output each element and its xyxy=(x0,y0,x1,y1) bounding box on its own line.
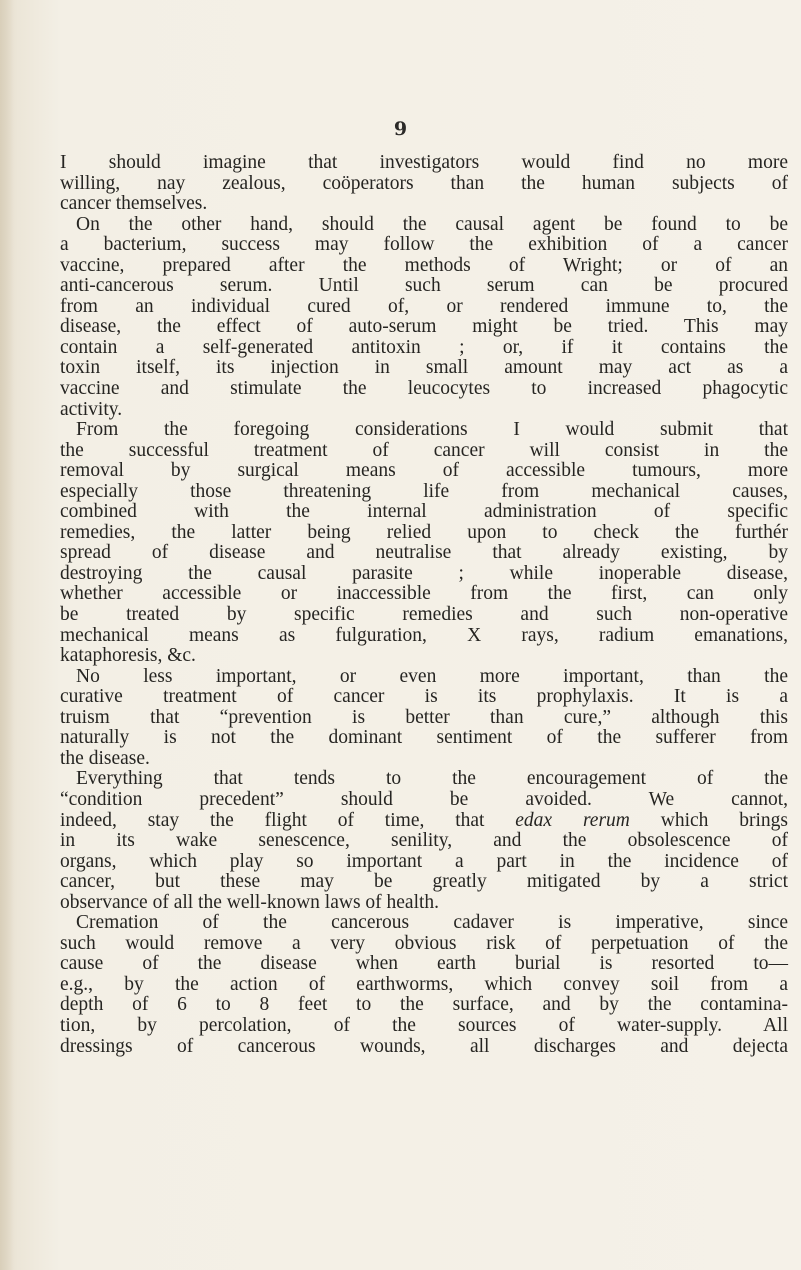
text-line: mechanical means as fulguration, X rays, radium emanations, xyxy=(60,624,788,646)
text-line: vaccine and stimulate the leucocytes to increased phagocytic xyxy=(60,378,788,400)
text-line: spread of disease and neutralise that already existing, by xyxy=(60,542,788,564)
text-line: the disease. xyxy=(60,747,150,769)
paragraph-2 xyxy=(60,215,788,420)
text-line: in its wake senescence, senility, and the obsolescence of xyxy=(60,830,788,852)
text-line: organs, which play so important a part in the incidence of xyxy=(60,850,788,872)
text-line: cancer, but these may be greatly mitigated by a strict xyxy=(60,871,788,893)
text-line: depth of 6 to 8 feet to the surface, and by the contamina- xyxy=(60,994,788,1016)
text-line: disease, the effect of auto-serum might be tried. This may xyxy=(60,316,788,338)
text-line: From the foregoing considerations I would submit that xyxy=(76,419,788,441)
text-line: cancer themselves. xyxy=(60,193,208,215)
paragraph-1 xyxy=(60,153,788,215)
text-line: I should imagine that investigators would find no more xyxy=(60,152,788,173)
text-line: Cremation of the cancerous cadaver is imperative, since xyxy=(76,912,788,934)
text-line: activity. xyxy=(60,398,123,420)
text-line: such would remove a very obvious risk of perpetuation of the xyxy=(60,932,788,954)
text-line: a bacterium, success may follow the exhibition of a cancer xyxy=(60,234,788,256)
text-line: be treated by specific remedies and such non-operative xyxy=(60,604,788,626)
text-line: Everything that tends to the encouragement of the xyxy=(76,768,788,790)
text-line: removal by surgical means of accessible tumours, more xyxy=(60,460,788,482)
paragraph-5 xyxy=(60,769,788,913)
text-line: naturally is not the dominant sentiment of the sufferer from xyxy=(60,727,788,749)
text-line: observance of all the well-known laws of health. xyxy=(60,891,440,913)
text-line: toxin itself, its injection in small amount may act as a xyxy=(60,357,788,379)
text-line: truism that “prevention is better than cure,” although this xyxy=(60,706,788,728)
text-line: kataphoresis, &c. xyxy=(60,645,196,667)
paragraph-3 xyxy=(60,420,788,667)
text-line: “condition precedent” should be avoided. We cannot, xyxy=(60,788,788,810)
text-line: curative treatment of cancer is its prophylaxis. It is a xyxy=(60,686,788,708)
text-line: e.g., by the action of earthworms, which convey soil from a xyxy=(60,973,788,995)
body-text xyxy=(60,153,788,1057)
text-line: from an individual cured of, or rendered immune to, the xyxy=(60,295,788,317)
latin-phrase: edax rerum xyxy=(515,809,630,831)
text-line: combined with the internal administration of specific xyxy=(60,501,788,523)
text-line: tion, by percolation, of the sources of water-supply. All xyxy=(60,1014,788,1036)
page-binding-shadow xyxy=(0,0,14,1270)
text-line: anti-cancerous serum. Until such serum can be procured xyxy=(60,275,788,297)
text-line: willing, nay zealous, coöperators than the human subjects of xyxy=(60,172,788,194)
text-line: especially those threatening life from mechanical causes, xyxy=(60,480,788,502)
text-line: contain a self-generated antitoxin ; or, if it contains the xyxy=(60,336,788,358)
text-line: cause of the disease when earth burial is resorted to— xyxy=(60,953,788,975)
paragraph-4 xyxy=(60,667,788,770)
text-line: destroying the causal parasite ; while inoperable disease, xyxy=(60,562,788,584)
text-line: No less important, or even more important, than the xyxy=(76,665,788,687)
text-line: On the other hand, should the causal agent be found to be xyxy=(76,213,788,235)
text-line: indeed, stay the flight of time, that edax rerum which brings xyxy=(60,809,788,831)
text-line: remedies, the latter being relied upon to check the furthér xyxy=(60,521,788,543)
page-number: 9 xyxy=(393,118,408,140)
text-line: the successful treatment of cancer will consist in the xyxy=(60,439,788,461)
paragraph-6 xyxy=(60,913,788,1057)
text-line: vaccine, prepared after the methods of Wright; or of an xyxy=(60,254,788,276)
text-line: dressings of cancerous wounds, all discharges and dejecta xyxy=(60,1035,788,1057)
text-line: whether accessible or inaccessible from the first, can only xyxy=(60,583,788,605)
